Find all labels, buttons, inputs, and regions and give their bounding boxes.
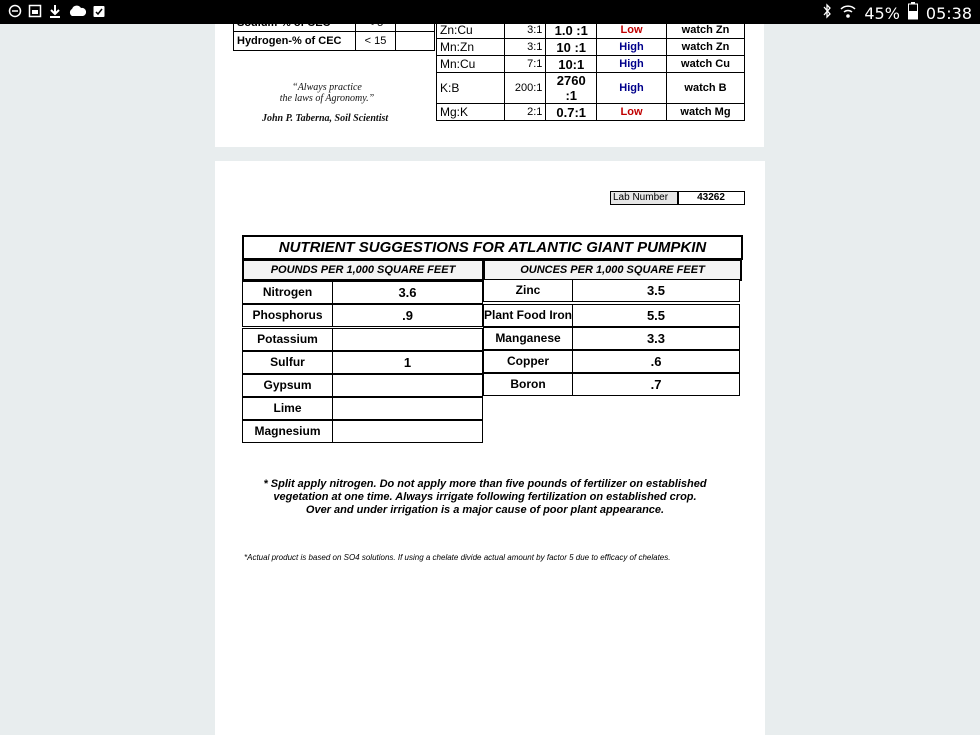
- download-icon: [48, 4, 62, 18]
- battery-icon: [908, 2, 918, 24]
- nutrient-value: [332, 328, 483, 351]
- cec-value: < 15: [356, 32, 395, 51]
- ratio-pair: Mg:K: [437, 104, 505, 121]
- ratio-level: High: [597, 56, 667, 73]
- ratio-action: watch Cu: [666, 56, 744, 73]
- ratio-level: Low: [597, 22, 667, 39]
- table-row: [234, 32, 435, 51]
- ratio-action: watch Zn: [666, 22, 744, 39]
- ratio-actual: 1.0 :1: [546, 22, 597, 39]
- nutrient-value: 3.6: [332, 281, 483, 304]
- battery-percent: 45%: [864, 3, 900, 23]
- nutrient-name: Boron: [483, 373, 573, 396]
- ratio-action: watch B: [666, 73, 744, 104]
- pounds-header: POUNDS PER 1,000 SQUARE FEET: [242, 259, 484, 281]
- table-row: [437, 39, 745, 56]
- ratio-actual: 10 :1: [546, 39, 597, 56]
- nutrient-value: [332, 420, 483, 443]
- ratio-ideal: 3:1: [504, 39, 546, 56]
- system-status: [822, 2, 972, 24]
- nutrient-name: Plant Food Iron: [483, 304, 573, 327]
- ratio-actual: 0.7:1: [546, 104, 597, 121]
- nutrient-name: Potassium: [242, 328, 333, 351]
- ratio-actual: 10:1: [546, 56, 597, 73]
- ratio-table: [436, 21, 745, 121]
- nutrient-name: Copper: [483, 350, 573, 373]
- ratio-level: High: [597, 39, 667, 56]
- nutrient-name: Zinc: [483, 279, 573, 302]
- nutrient-value: 3.5: [572, 279, 740, 302]
- clock: 05:38: [925, 3, 972, 23]
- ratio-ideal: 2:1: [504, 104, 546, 121]
- ratio-pair: Mn:Cu: [437, 56, 505, 73]
- nutrient-name: Magnesium: [242, 420, 333, 443]
- table-row: [437, 73, 745, 104]
- ratio-pair: Zn:Cu: [437, 22, 505, 39]
- nutrient-value: 5.5: [572, 304, 740, 327]
- clipboard-check-icon: [92, 4, 106, 18]
- cec-label: Sodium-% of CEC: [234, 15, 356, 32]
- ratio-ideal: 7:1: [504, 56, 546, 73]
- nutrient-title: NUTRIENT SUGGESTIONS FOR ATLANTIC GIANT PUMPKIN: [242, 235, 743, 260]
- lab-number-value: 43262: [677, 191, 745, 205]
- wifi-icon: [840, 3, 856, 23]
- quote-line-2: the laws of Agronomy.”: [279, 93, 375, 104]
- quote-author: John P. Taberna, Soil Scientist: [262, 113, 389, 124]
- ratio-actual: 2760 :1: [546, 73, 597, 104]
- minus-circle-icon: [8, 4, 22, 18]
- ratio-ideal: 3:1: [504, 22, 546, 39]
- notification-icons: [8, 4, 106, 18]
- nutrient-name: Gypsum: [242, 374, 333, 397]
- ratio-action: watch Mg: [666, 104, 744, 121]
- nutrient-name: Phosphorus: [242, 304, 333, 327]
- table-row: [234, 15, 435, 32]
- ratio-level: Low: [597, 104, 667, 121]
- nutrient-value: 3.3: [572, 327, 740, 350]
- cec-label: Hydrogen-% of CEC: [234, 32, 356, 51]
- table-row: [437, 22, 745, 39]
- bluetooth-icon: [822, 3, 832, 23]
- nutrient-value: [332, 397, 483, 420]
- nitrogen-note: * Split apply nitrogen. Do not apply more than five pounds of fertilizer on established vegetation at one time. Always irrigate following fertilization on established crop. Over and under irrigation is a major cause of poor plant appearance.: [263, 478, 707, 516]
- nutrient-name: Lime: [242, 397, 333, 420]
- cec-table: [233, 14, 435, 51]
- lab-number-label: Lab Number: [610, 191, 679, 205]
- ratio-ideal: 200:1: [504, 73, 546, 104]
- image-icon: [28, 4, 42, 18]
- cloud-icon: [68, 4, 86, 18]
- nutrient-value: [332, 374, 483, 397]
- nutrient-value: 1: [332, 351, 483, 374]
- nutrient-value: .7: [572, 373, 740, 396]
- nutrient-value: .9: [332, 304, 483, 327]
- cec-value: < 5: [356, 15, 395, 32]
- agronomy-quote: [262, 82, 392, 104]
- table-row: [437, 104, 745, 121]
- footnote: *Actual product is based on SO4 solutions. If using a chelate divide actual amount by factor 5 due to efficacy of chelates.: [244, 553, 671, 562]
- table-row: [437, 56, 745, 73]
- ounces-header: OUNCES PER 1,000 SQUARE FEET: [483, 259, 742, 281]
- ratio-level: High: [597, 73, 667, 104]
- ratio-pair: Mn:Zn: [437, 39, 505, 56]
- ratio-pair: K:B: [437, 73, 505, 104]
- quote-line-1: “Always practice: [292, 82, 362, 93]
- nutrient-value: .6: [572, 350, 740, 373]
- ratio-action: watch Zn: [666, 39, 744, 56]
- nutrient-name: Nitrogen: [242, 281, 333, 304]
- nutrient-name: Manganese: [483, 327, 573, 350]
- nutrient-name: Sulfur: [242, 351, 333, 374]
